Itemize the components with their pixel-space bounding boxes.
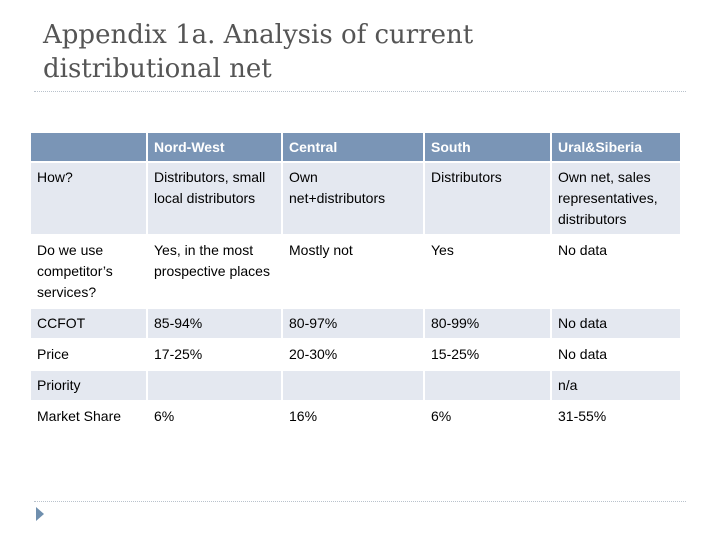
table-cell: [147, 370, 282, 401]
table-cell: [424, 370, 551, 401]
table-cell: Own net, sales representatives, distributors: [551, 162, 680, 235]
distribution-analysis-table: [31, 133, 680, 433]
top-divider: [34, 91, 686, 92]
table-row-priority: [31, 370, 680, 401]
table-cell: No data: [551, 308, 680, 339]
table-cell: 85-94%: [147, 308, 282, 339]
header-cell-central: Central: [282, 133, 424, 162]
slide-title-line-2: distributional net: [43, 54, 272, 84]
table-cell: 16%: [282, 401, 424, 432]
row-label: Priority: [31, 370, 147, 401]
table-row-competitor-services: [31, 235, 680, 308]
table-row-market-share: [31, 401, 680, 432]
row-label: CCFOT: [31, 308, 147, 339]
table-cell: 80-97%: [282, 308, 424, 339]
table-cell: Mostly not: [282, 235, 424, 308]
table-row-price: [31, 339, 680, 370]
row-label: Price: [31, 339, 147, 370]
table-cell: 6%: [147, 401, 282, 432]
row-label: Market Share: [31, 401, 147, 432]
table-cell: Distributors, small local distributors: [147, 162, 282, 235]
table-cell: 6%: [424, 401, 551, 432]
row-label: Do we use competitor’s services?: [31, 235, 147, 308]
bottom-divider: [34, 501, 686, 502]
header-cell-south: South: [424, 133, 551, 162]
table-cell: [282, 370, 424, 401]
table-cell: Own net+distributors: [282, 162, 424, 235]
table-cell: 15-25%: [424, 339, 551, 370]
table-cell: 80-99%: [424, 308, 551, 339]
table-cell: No data: [551, 339, 680, 370]
table-header-row: [31, 133, 680, 162]
slide-title: [43, 18, 683, 86]
table-row-ccfot: [31, 308, 680, 339]
header-cell-nord-west: Nord-West: [147, 133, 282, 162]
table-cell: 31-55%: [551, 401, 680, 432]
table-cell: n/a: [551, 370, 680, 401]
table-cell: Distributors: [424, 162, 551, 235]
table-cell: 17-25%: [147, 339, 282, 370]
header-cell-ural-siberia: Ural&Siberia: [551, 133, 680, 162]
triangle-bullet-icon: [36, 507, 44, 521]
slide-title-line-1: Appendix 1a. Analysis of current: [43, 20, 474, 50]
header-cell-empty: [31, 133, 147, 162]
table-cell: Yes: [424, 235, 551, 308]
table-cell: Yes, in the most prospective places: [147, 235, 282, 308]
row-label: How?: [31, 162, 147, 235]
table-cell: No data: [551, 235, 680, 308]
table-cell: 20-30%: [282, 339, 424, 370]
table-row-how: [31, 162, 680, 235]
